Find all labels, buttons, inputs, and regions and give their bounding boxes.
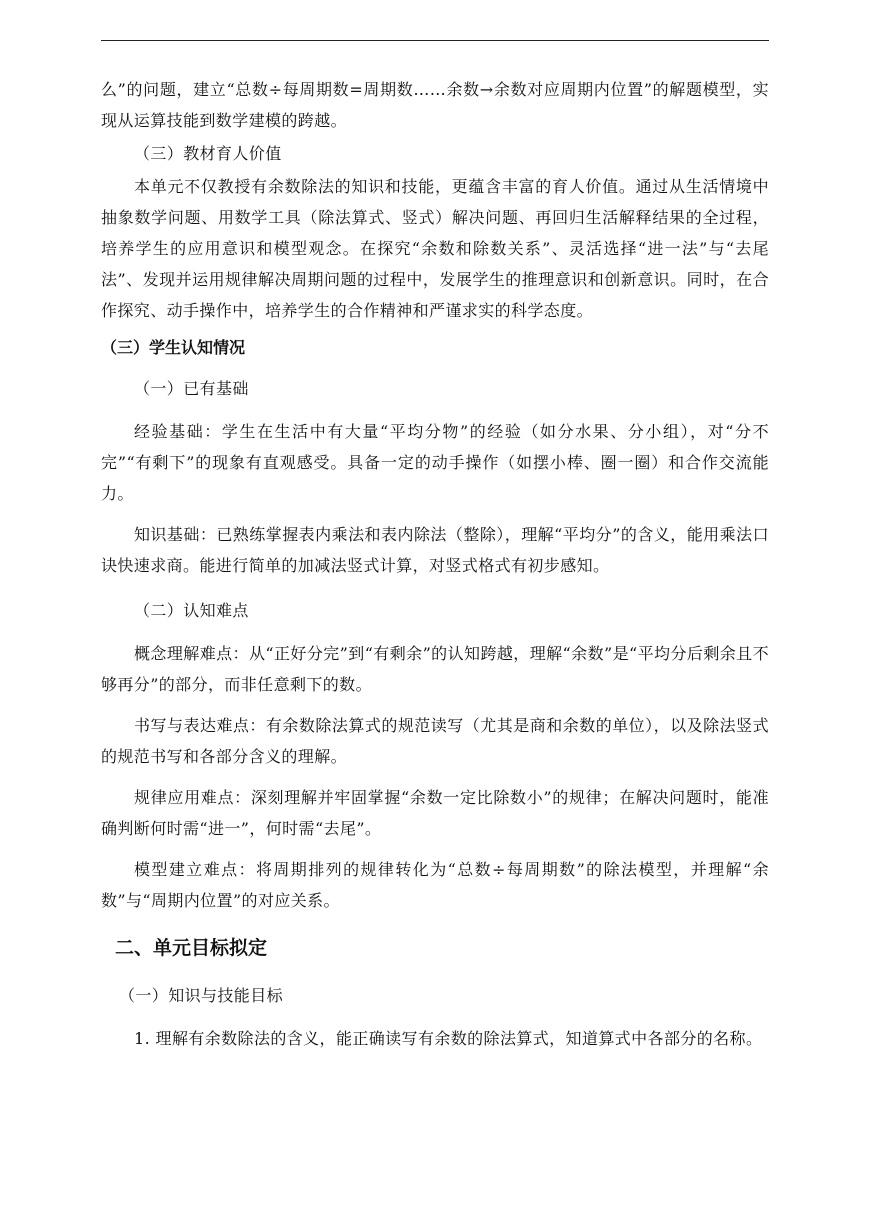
paragraph-goal-1: 1. 理解有余数除法的含义，能正确读写有余数的除法算式，知道算式中各部分的名称。: [134, 1029, 763, 1048]
paragraph-writing: 书写与表达难点：有余数除法算式的规范读写（尤其是商和余数的单位），以及除法竖式的规范书写和各部分含义的理解。: [101, 716, 769, 766]
paragraph-rule: 规律应用难点：深刻理解并牢固掌握“余数一定比除数小”的规律；在解决问题时，能准确判断何时需“进一”，何时需“去尾”。: [101, 788, 769, 838]
section-heading-goals: 二、单元目标拟定: [115, 937, 268, 959]
paragraph-model: 模型建立难点：将周期排列的规律转化为“总数÷每周期数”的除法模型，并理解“余数”与“周期内位置”的对应关系。: [101, 860, 769, 910]
paragraph-concept: 概念理解难点：从“正好分完”到“有剩余”的认知跨越，理解“余数”是“平均分后剩余且不够再分”的部分，而非任意剩下的数。: [101, 644, 769, 694]
subsection-title-basis: （一）已有基础: [134, 379, 249, 398]
subsection-title-difficulty: （二）认知难点: [134, 601, 249, 620]
paragraph-knowledge: 知识基础：已熟练掌握表内乘法和表内除法（整除），理解“平均分”的含义，能用乘法口诀快速求商。能进行简单的加减法竖式计算，对竖式格式有初步感知。: [101, 525, 769, 575]
document-page: [101, 56, 769, 1054]
paragraph-model-summary: 么”的问题，建立“总数÷每周期数=周期数……余数→余数对应周期内位置”的解题模型，实现从运算技能到数学建模的跨越。: [101, 80, 769, 130]
subsection-title-value: （三）教材育人价值: [134, 144, 282, 163]
paragraph-value: 本单元不仅教授有余数除法的知识和技能，更蕴含丰富的育人价值。通过从生活情境中抽象数学问题、用数学工具（除法算式、竖式）解决问题、再回归生活解释结果的全过程，培养学生的应用意识和模型观念。在探究“余数和除数关系”、灵活选择“进一法”与“去尾法”、发现并运用规律解决周期问题的过程中，发展学生的推理意识和创新意识。同时，在合作探究、动手操作中，培养学生的合作精神和严谨求实的科学态度。: [101, 177, 769, 320]
paragraph-experience: 经验基础：学生在生活中有大量“平均分物”的经验（如分水果、分小组），对“分不完”“有剩下”的现象有直观感受。具备一定的动手操作（如摆小棒、圈一圈）和合作交流能力。: [101, 422, 769, 503]
header-rule: [101, 40, 769, 41]
section-heading-cognition: （三）学生认知情况: [101, 338, 246, 357]
subsection-title-skill: （一）知识与技能目标: [119, 986, 284, 1005]
